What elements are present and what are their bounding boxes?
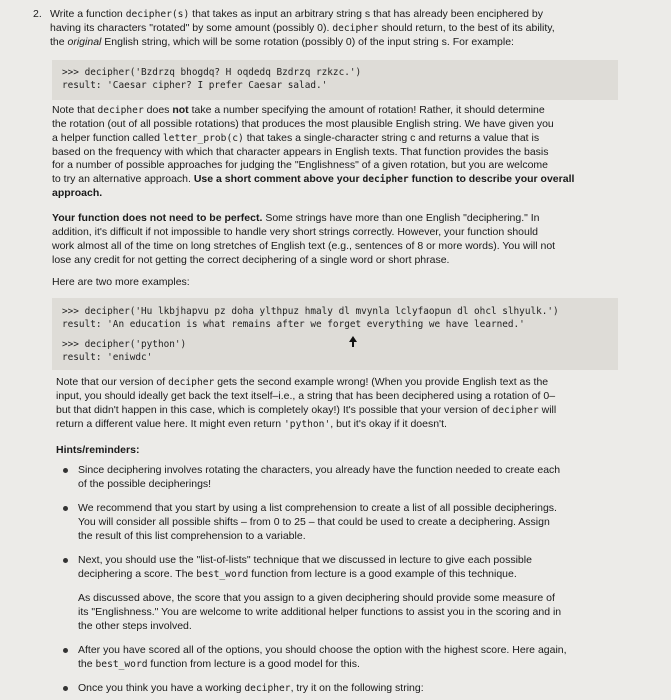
text: , try it on the following string:: [290, 682, 424, 694]
text: the: [50, 35, 68, 48]
text: a helper function called: [52, 131, 163, 144]
bullet-icon: [62, 682, 70, 690]
code-inline: decipher: [492, 404, 539, 416]
code-inline: decipher: [332, 22, 379, 34]
text: Note that: [52, 104, 98, 116]
text: As discussed above, the score that you assign to a given deciphering should provide some measure of: [78, 592, 555, 604]
bullet-icon: [62, 502, 70, 510]
emphasis: original: [67, 35, 102, 48]
code-inline: best_word: [196, 568, 249, 580]
text: We recommend that you start by using a list comprehension to create a list of all possible decipherings.: [78, 502, 557, 514]
code-inline: decipher: [168, 377, 215, 388]
text: work almost all of the time on long stretches of English text (e.g., sentences of 8 or more words). You will not: [52, 239, 556, 252]
text: Write a function: [50, 8, 126, 20]
hint-item-3-continued: [78, 592, 658, 634]
bold-text: not: [172, 104, 189, 116]
text: return a different value here. It might even return: [56, 417, 285, 430]
bullet-icon: [62, 464, 70, 472]
text: input, you should ideally get back the text itself–i.e., a string that has been deciphered using a rotation of 0–: [56, 389, 556, 402]
hints-heading: [56, 444, 139, 458]
bold-text: function to describe your overall: [408, 173, 575, 186]
text: After you have scored all of the options, you should choose the option with the highest score. Here again,: [78, 644, 567, 656]
question-number: 2.: [33, 8, 42, 20]
code-line: >>> decipher('Hu lkbjhapvu pz doha ylthpuz hmaly dl mvynla lclyfaopun dl ohcl slhyulk.'): [62, 306, 559, 317]
note-paragraph-2: [52, 212, 652, 267]
text: that takes a single-character string c and returns a value that is: [243, 131, 540, 144]
code-line: >>> decipher('python'): [62, 339, 187, 351]
text: does: [143, 104, 173, 116]
text: English string, which will be some rotation (possibly 0) of the input string s. For example:: [101, 35, 514, 48]
code-inline: letter_prob(c): [162, 132, 244, 144]
text: function from lecture is a good example of this technique.: [248, 567, 517, 580]
text: , but it's okay if it doesn't.: [330, 417, 447, 430]
note-paragraph-3: [56, 376, 656, 431]
bold-text: Hints/reminders:: [56, 444, 140, 456]
text: the other steps involved.: [78, 619, 192, 632]
text: for a number of possible approaches for judging the "Englishness" of a given rotation, but you are welcome: [52, 159, 548, 172]
code-line: result: 'eniwdc': [62, 352, 153, 364]
text: the rotation (out of all possible rotations) that produces the most plausible English string. We have given you: [52, 117, 554, 130]
text: gets the second example wrong! (When you provide English text as the: [214, 376, 549, 388]
text: function from lecture is a good model for this.: [147, 657, 360, 670]
bold-text: approach.: [52, 187, 103, 200]
hint-item-2: [78, 502, 658, 544]
text: based on the frequency with which that character appears in English texts. That function provides the basis: [52, 145, 549, 158]
hint-item-4: [78, 644, 658, 672]
examples-heading: Here are two more examples:: [52, 276, 190, 288]
text: will: [538, 403, 557, 416]
code-inline: decipher: [97, 105, 144, 116]
text: to try an alternative approach.: [52, 173, 194, 186]
bold-text: Your function does not need to be perfect.: [52, 212, 263, 224]
code-line: result: 'Caesar cipher? I prefer Caesar salad.': [62, 79, 328, 91]
text: its "Englishness." You are welcome to write additional helper functions to assist you in the scoring and in: [78, 605, 562, 618]
text: You will consider all possible shifts – from 0 to 25 – that could be used to create a deciphering. Assign: [78, 515, 550, 528]
code-inline: decipher: [362, 174, 409, 186]
text: the: [78, 657, 96, 670]
text: Since deciphering involves rotating the characters, you already have the function needed to create each: [78, 464, 561, 476]
text: Next, you should use the "list-of-lists" technique that we discussed in lecture to give each possible: [78, 554, 532, 566]
code-block-1: [52, 60, 618, 100]
code-inline: decipher(s): [125, 9, 190, 20]
note-paragraph-1: [52, 104, 652, 201]
text: of the possible decipherings!: [78, 477, 212, 490]
code-block-2: [52, 298, 618, 370]
text: Note that our version of: [56, 376, 169, 388]
hint-item-3: [78, 554, 658, 582]
code-line: >>> decipher('Bzdrzq bhogdq? H oqdedq Bzdrzq rzkzc.'): [62, 67, 362, 78]
code-inline: 'python': [284, 418, 331, 430]
text: take a number specifying the amount of rotation! Rather, it should determine: [188, 104, 545, 116]
hint-item-5: [78, 682, 658, 696]
text: should return, to the best of its ability,: [378, 21, 555, 34]
hint-item-1: [78, 464, 658, 492]
text: deciphering a score. The: [78, 567, 197, 580]
question-intro: [50, 8, 660, 50]
text: having its characters "rotated" by some amount (possibly 0).: [50, 21, 333, 34]
code-inline: best_word: [95, 658, 148, 670]
text: addition, it's difficult if not impossible to handle very short strings correctly. However, your function should: [52, 225, 539, 238]
bold-text: Use a short comment above your: [193, 173, 363, 186]
mouse-pointer-icon: [348, 336, 358, 348]
text: Some strings have more than one English "deciphering." In: [262, 212, 540, 224]
text: lose any credit for not getting the correct deciphering of a single word or short phrase.: [52, 253, 450, 266]
bullet-icon: [62, 644, 70, 652]
text: the result of this list comprehension to a variable.: [78, 529, 306, 542]
bullet-icon: [62, 554, 70, 562]
text: Once you think you have a working: [78, 682, 245, 694]
code-inline: decipher: [244, 683, 291, 694]
text: that takes as input an arbitrary string s that has already been enciphered by: [189, 8, 543, 20]
text: but that didn't happen in this case, which is completely okay!) It's possible that your version of: [56, 403, 493, 416]
code-line: result: 'An education is what remains after we forget everything we have learned.': [62, 318, 525, 330]
